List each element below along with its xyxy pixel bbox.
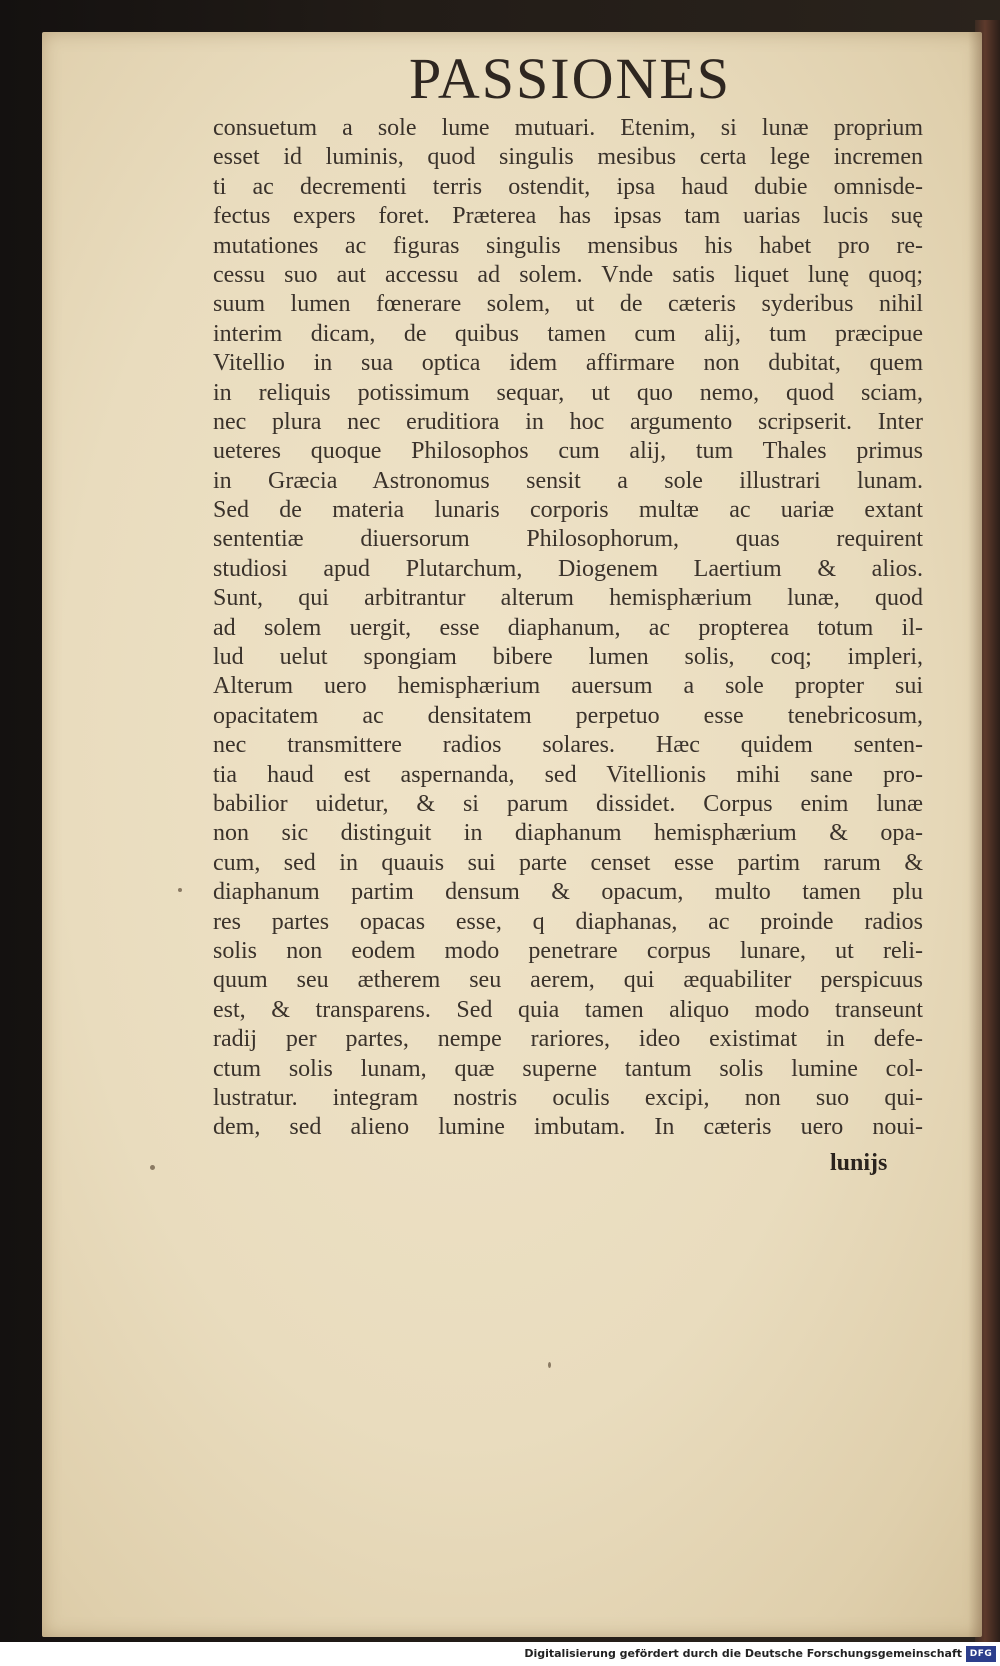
paper-speck xyxy=(150,1165,155,1170)
text-line: Sed de materia lunaris corporis multæ ac uariæ extant xyxy=(213,497,923,524)
text-line: Vitellio in sua optica idem affirmare non dubitat, quem xyxy=(213,350,923,377)
text-line: ti ac decrementi terris ostendit, ipsa haud dubie omnisde- xyxy=(213,173,923,200)
text-line: non sic distinguit in diaphanum hemisphærium & opa- xyxy=(213,820,923,847)
text-line: ctum solis lunam, quæ superne tantum solis lumine col- xyxy=(213,1055,923,1082)
text-line: nec transmittere radios solares. Hæc quidem senten- xyxy=(213,732,923,759)
paper-speck xyxy=(178,888,182,892)
text-line: tia haud est aspernanda, sed Vitellionis mihi sane pro- xyxy=(213,761,923,788)
text-line: interim dicam, de quibus tamen cum alij, tum præcipue xyxy=(213,320,923,347)
text-line: quum seu ætherem seu aerem, qui æquabiliter perspicuus xyxy=(213,967,923,994)
text-line: opacitatem ac densitatem perpetuo esse tenebricosum, xyxy=(213,702,923,729)
text-line: mutationes ac figuras singulis mensibus his habet pro re- xyxy=(213,232,923,259)
text-line: diaphanum partim densum & opacum, multo tamen plu xyxy=(213,879,923,906)
text-line: ad solem uergit, esse diaphanum, ac propterea totum il- xyxy=(213,614,923,641)
text-line: cessu suo aut accessu ad solem. Vnde satis liquet lunę quoq; xyxy=(213,261,923,288)
text-line: ueteres quoque Philosophos cum alij, tum Thales primus xyxy=(213,438,923,465)
text-line: in reliquis potissimum sequar, ut quo nemo, quod sciam, xyxy=(213,379,923,406)
text-line: esset id luminis, quod singulis mesibus certa lege incremen xyxy=(213,144,923,171)
text-line: Alterum uero hemisphærium auersum a sole propter sui xyxy=(213,673,923,700)
text-line: sententiæ diuersorum Philosophorum, quas requirent xyxy=(213,526,923,553)
text-line: nec plura nec eruditiora in hoc argumento scripserit. Inter xyxy=(213,408,923,435)
text-line: lustratur. integram nostris oculis excipi, non suo qui- xyxy=(213,1084,923,1111)
text-line: babilior uidetur, & si parum dissidet. Corpus enim lunæ xyxy=(213,790,923,817)
text-line: solis non eodem modo penetrare corpus lunare, ut reli- xyxy=(213,937,923,964)
text-line: fectus expers foret. Præterea has ipsas tam uarias lucis suę xyxy=(213,203,923,230)
text-line: res partes opacas esse, q diaphanas, ac proinde radios xyxy=(213,908,923,935)
text-line: cum, sed in quauis sui parte censet esse partim rarum & xyxy=(213,849,923,876)
text-line: studiosi apud Plutarchum, Diogenem Laertium & alios. xyxy=(213,555,923,582)
text-line: est, & transparens. Sed quia tamen aliquo modo transeunt xyxy=(213,996,923,1023)
text-line: Sunt, qui arbitrantur alterum hemisphærium lunæ, quod xyxy=(213,585,923,612)
text-line: lud uelut spongiam bibere lumen solis, coq; impleri, xyxy=(213,644,923,671)
funding-credit: Digitalisierung gefördert durch die Deutsche Forschungsgemeinschaft xyxy=(524,1647,962,1660)
text-line: radij per partes, nempe rariores, ideo existimat in defe- xyxy=(213,1026,923,1053)
paper-speck xyxy=(548,1362,551,1368)
text-line: suum lumen fœnerare solem, ut de cæteris syderibus nihil xyxy=(213,291,923,318)
text-line: consuetum a sole lume mutuari. Etenim, si lunæ proprium xyxy=(213,115,923,141)
text-line: dem, sed alieno lumine imbutam. In cæteris uero noui- xyxy=(213,1114,923,1141)
page-edge-shadow xyxy=(968,32,982,1637)
text-line: in Græcia Astronomus sensit a sole illustrari lunam. xyxy=(213,467,923,494)
credit-bar xyxy=(0,1642,1000,1666)
dfg-logo: DFG xyxy=(966,1646,996,1662)
body-text xyxy=(213,114,923,1143)
catchword: lunijs xyxy=(830,1150,888,1176)
running-head: PASSIONES xyxy=(408,46,732,111)
